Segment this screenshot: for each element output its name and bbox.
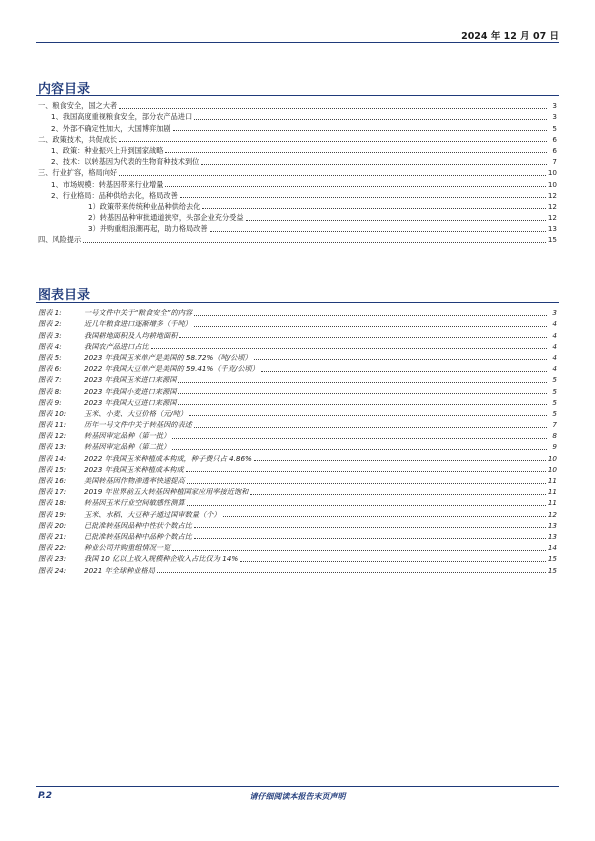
figure-entry-label: 图表 24: (38, 565, 67, 575)
figure-entry[interactable] (38, 419, 557, 430)
dot-leader (194, 426, 547, 428)
figure-entry-title: 玉米、水稻、大豆种子通过国审数量（个） (84, 509, 221, 519)
figure-entry-label: 图表 3: (38, 330, 62, 340)
figure-entry[interactable] (38, 441, 557, 452)
toc-entry[interactable] (38, 167, 557, 178)
toc-entry-title: 2、技术：以转基因为代表的生物育种技术到位 (51, 157, 200, 167)
figure-entry-label: 图表 7: (38, 375, 62, 385)
toc-entry[interactable] (38, 234, 557, 245)
figure-entry-title: 种业公司并购重组情况一览 (84, 543, 171, 553)
figure-entry-title: 玉米、小麦、大豆价格（元/吨） (84, 408, 188, 418)
figure-entry-title: 我国农产品进口占比 (84, 341, 149, 351)
figure-entry-label: 图表 8: (38, 386, 62, 396)
figure-entry-page: 15 (547, 565, 557, 575)
dot-leader (173, 129, 547, 131)
report-date: 2024 年 12 月 07 日 (461, 31, 559, 42)
toc-entry-page: 6 (552, 134, 557, 144)
figure-entry[interactable] (38, 329, 557, 340)
figure-entry-page: 3 (552, 308, 557, 318)
toc-entry[interactable] (38, 145, 557, 156)
toc-entry[interactable] (38, 178, 557, 189)
contents-divider (36, 95, 559, 96)
dot-leader (223, 515, 546, 517)
figure-entry[interactable] (38, 553, 557, 564)
toc-entry-title: 1、市场规模：转基因带来行业增量 (51, 179, 164, 189)
figure-entry-label: 图表 10: (38, 408, 67, 418)
figure-entry-page: 12 (547, 509, 557, 519)
dot-leader (180, 196, 546, 198)
figure-entry[interactable] (38, 452, 557, 463)
figure-entry-title: 已批准转基因品种中品种个数占比 (84, 531, 192, 541)
toc-entry-title: 四、风险提示 (38, 235, 82, 245)
figure-entry-label: 图表 20: (38, 520, 67, 530)
figure-entry[interactable] (38, 464, 557, 475)
dot-leader (172, 448, 547, 450)
figure-entry-label: 图表 21: (38, 531, 67, 541)
figure-entry-page: 5 (552, 408, 557, 418)
figure-entry-page: 4 (552, 341, 557, 351)
dot-leader (119, 140, 547, 142)
dot-leader (187, 482, 546, 484)
figure-entry-page: 10 (547, 453, 557, 463)
figure-entry-label: 图表 13: (38, 442, 67, 452)
figure-entry[interactable] (38, 408, 557, 419)
dot-leader (172, 437, 547, 439)
toc-entry-title: 3）并购重组浪潮再起，助力格局改善 (88, 224, 208, 234)
figure-entry-page: 4 (552, 364, 557, 374)
figure-entry-label: 图表 6: (38, 364, 62, 374)
toc-entry-page: 13 (547, 224, 557, 234)
figure-entry-page: 13 (547, 531, 557, 541)
toc-entry-title: 2、行业格局：品种供给去化，格局改善 (51, 190, 178, 200)
toc-entry-title: 2、外部不确定性加大，大国博弈加剧 (51, 123, 171, 133)
toc-entry-page: 12 (547, 190, 557, 200)
figure-entry[interactable] (38, 397, 557, 408)
toc-entry-title: 2）转基因品种审批通道狭窄，头部企业充分受益 (88, 213, 244, 223)
figure-entry-page: 4 (552, 330, 557, 340)
dot-leader (194, 118, 547, 120)
figure-entry[interactable] (38, 497, 557, 508)
toc-entry-page: 10 (547, 168, 557, 178)
figure-entry-title: 美国转基因作物渗透率快速提高 (84, 476, 185, 485)
dot-leader (151, 347, 547, 349)
figure-entry-label: 图表 1: (38, 308, 62, 318)
figure-entry-label: 图表 11: (38, 420, 67, 430)
figure-entry-title: 2023 年我国玉米单产是美国的 58.72%（吨/公顷） (84, 352, 252, 362)
dot-leader (83, 241, 546, 243)
toc-entry[interactable] (38, 100, 557, 111)
dot-leader (210, 230, 546, 232)
figure-entry-label: 图表 18: (38, 498, 67, 508)
dot-leader (246, 219, 546, 221)
figure-entry[interactable] (38, 352, 557, 363)
figure-entry-label: 图表 14: (38, 453, 67, 463)
figure-entry[interactable] (38, 564, 557, 575)
figure-entry[interactable] (38, 318, 557, 329)
figure-entry-title: 近几年粮食进口逐渐增多（千吨） (84, 319, 192, 329)
figure-entry-title: 2023 年我国大豆进口来源国 (84, 397, 177, 407)
dot-leader (187, 504, 546, 506)
toc-entry[interactable] (38, 156, 557, 167)
dot-leader (254, 459, 546, 461)
contents-list (38, 100, 557, 245)
disclaimer-note: 请仔细阅读本报告末页声明 (249, 792, 346, 801)
dot-leader (178, 392, 547, 394)
figures-title: 图表目录 (38, 288, 91, 303)
figure-entry-label: 图表 16: (38, 476, 67, 485)
figure-entry[interactable] (38, 508, 557, 519)
figure-entry-title: 已批准转基因品种中性状个数占比 (84, 520, 192, 530)
figure-entry-page: 11 (547, 498, 557, 508)
toc-entry[interactable] (38, 223, 557, 234)
figure-entry-label: 图表 12: (38, 431, 67, 441)
dot-leader (254, 358, 547, 360)
figure-entry-page: 11 (547, 487, 557, 497)
figure-entry-title: 转基因玉米行业空间敏感性测算 (84, 498, 185, 508)
dot-leader (194, 526, 546, 528)
figure-entry-label: 图表 17: (38, 487, 67, 497)
dot-leader (178, 403, 547, 405)
figure-entry[interactable] (38, 363, 557, 374)
figure-entry[interactable] (38, 542, 557, 553)
page-number: P.2 (38, 791, 52, 801)
toc-entry-page: 5 (552, 123, 557, 133)
toc-entry-page: 12 (547, 201, 557, 211)
figure-entry-page: 5 (552, 397, 557, 407)
figure-entry-title: 我国耕地面积及人均耕地面积 (84, 330, 178, 340)
dot-leader (250, 493, 546, 495)
figure-entry[interactable] (38, 486, 557, 497)
dot-leader (240, 560, 546, 562)
figure-entry[interactable] (38, 531, 557, 542)
figure-entry-label: 图表 23: (38, 554, 67, 564)
figure-entry-page: 8 (552, 431, 557, 441)
footer-divider (36, 786, 559, 787)
dot-leader (194, 314, 547, 316)
figure-entry-label: 图表 22: (38, 543, 67, 553)
toc-entry-page: 3 (552, 101, 557, 111)
figure-entry[interactable] (38, 341, 557, 352)
figure-entry-page: 4 (552, 319, 557, 329)
dot-leader (261, 370, 547, 372)
figure-entry-title: 一号文件中关于“粮食安全”的内容 (84, 308, 193, 318)
figure-entry-page: 11 (547, 476, 557, 485)
dot-leader (119, 174, 546, 176)
figure-entry-page: 15 (547, 554, 557, 564)
toc-entry-page: 3 (552, 112, 557, 122)
figure-entry-title: 2019 年世界前五大转基因种植国家应用率接近饱和 (84, 487, 249, 497)
toc-entry[interactable] (38, 201, 557, 212)
toc-entry-page: 7 (552, 157, 557, 167)
toc-entry-page: 10 (547, 179, 557, 189)
dot-leader (202, 207, 545, 209)
dot-leader (165, 185, 545, 187)
figure-entry-page: 13 (547, 520, 557, 530)
toc-entry[interactable] (38, 212, 557, 223)
dot-leader (157, 571, 546, 573)
toc-entry-title: 三、行业扩容，格局向好 (38, 168, 118, 178)
figure-entry-page: 5 (552, 375, 557, 385)
toc-entry-title: 1）政策带来传统种业品种供给去化 (88, 201, 201, 211)
figures-list (38, 307, 557, 576)
figure-entry[interactable] (38, 520, 557, 531)
dot-leader (186, 470, 546, 472)
figure-entry-title: 转基因审定品种（第一批） (84, 431, 171, 441)
dot-leader (119, 107, 547, 109)
figure-entry[interactable] (38, 307, 557, 318)
toc-entry-title: 二、政策技术，共促成长 (38, 134, 118, 144)
figure-entry-label: 图表 9: (38, 397, 62, 407)
toc-entry-title: 一、粮食安全，国之大者 (38, 101, 118, 111)
dot-leader (165, 151, 547, 153)
figure-entry-label: 图表 15: (38, 464, 67, 474)
figure-entry-title: 我国 10 亿以上收入规模种企收入占比仅为 14% (84, 554, 239, 564)
dot-leader (194, 537, 546, 539)
dot-leader (178, 381, 547, 383)
figure-entry[interactable] (38, 475, 557, 486)
toc-entry[interactable] (38, 190, 557, 201)
toc-entry[interactable] (38, 134, 557, 145)
figure-entry[interactable] (38, 385, 557, 396)
toc-entry[interactable] (38, 111, 557, 122)
figure-entry-page: 9 (552, 442, 557, 452)
figure-entry-title: 2023 年我国玉米进口来源国 (84, 375, 177, 385)
dot-leader (172, 549, 546, 551)
figure-entry-page: 5 (552, 386, 557, 396)
figure-entry-label: 图表 2: (38, 319, 62, 329)
toc-entry-page: 6 (552, 145, 557, 155)
dot-leader (194, 325, 547, 327)
dot-leader (179, 336, 547, 338)
toc-entry-page: 12 (547, 213, 557, 223)
figure-entry-label: 图表 19: (38, 509, 67, 519)
dot-leader (189, 414, 547, 416)
dot-leader (201, 163, 547, 165)
contents-title: 内容目录 (38, 82, 91, 97)
figure-entry-title: 历年一号文件中关于转基因的表述 (84, 420, 192, 430)
toc-entry-title: 1、政策：种业振兴上升到国家战略 (51, 145, 164, 155)
figure-entry-label: 图表 5: (38, 352, 62, 362)
figure-entry-page: 4 (552, 352, 557, 362)
figure-entry[interactable] (38, 374, 557, 385)
figure-entry-page: 7 (552, 420, 557, 430)
figure-entry[interactable] (38, 430, 557, 441)
figure-entry-title: 2022 年我国大豆单产是美国的 59.41%（千克/公顷） (84, 364, 259, 374)
toc-entry-page: 15 (547, 235, 557, 245)
figure-entry-page: 10 (547, 464, 557, 474)
figure-entry-title: 2023 年我国小麦进口来源国 (84, 386, 177, 396)
figure-entry-title: 2023 年我国玉米种植成本构成 (84, 464, 184, 474)
figure-entry-title: 2022 年我国玉米种植成本构成，种子费只占 4.86% (84, 453, 252, 463)
figure-entry-title: 转基因审定品种（第二批） (84, 442, 171, 452)
figures-divider (36, 302, 559, 303)
toc-entry-title: 1、我国高度重视粮食安全，部分农产品进口 (51, 112, 193, 122)
toc-entry[interactable] (38, 122, 557, 133)
figure-entry-label: 图表 4: (38, 341, 62, 351)
header-divider (36, 42, 559, 43)
figure-entry-title: 2021 年全球种业格局 (84, 565, 155, 575)
figure-entry-page: 14 (547, 543, 557, 553)
